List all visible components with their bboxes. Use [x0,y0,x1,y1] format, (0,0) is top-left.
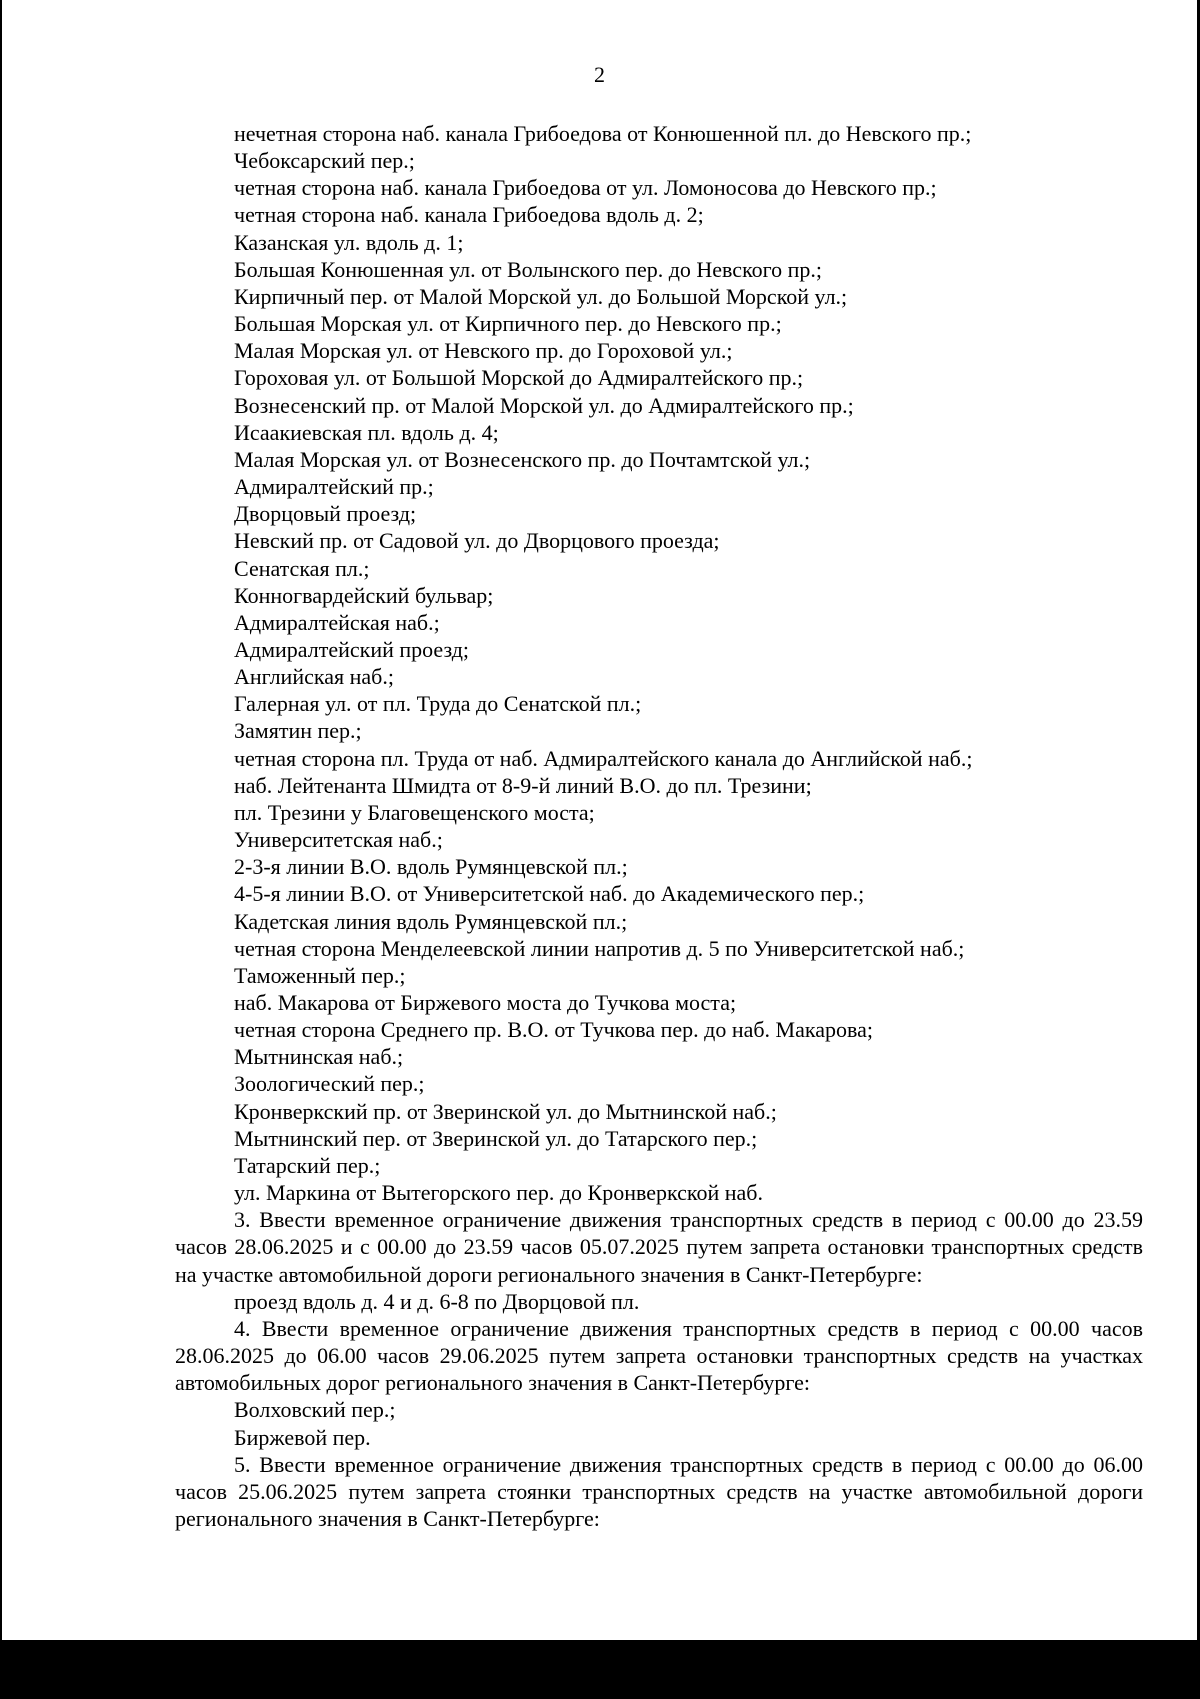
street-list-line: Кирпичный пер. от Малой Морской ул. до Большой Морской ул.; [234,283,848,309]
street-list-line: Вознесенский пр. от Малой Морской ул. до Адмиралтейского пр.; [234,392,854,418]
scan-bottom-band [0,1640,1200,1699]
item-4-street-line: Волховский пер.; [234,1397,396,1423]
street-list-line: Исаакиевская пл. вдоль д. 4; [234,419,499,445]
street-list-line: Адмиралтейская наб.; [234,609,440,635]
street-list-line: четная сторона Менделеевской линии напротив д. 5 по Университетской наб.; [234,935,965,961]
street-list-line: наб. Лейтенанта Шмидта от 8-9-й линий В.О. до пл. Трезини; [234,772,812,798]
street-list-line: Зоологический пер.; [234,1071,425,1097]
street-list-line: Малая Морская ул. от Вознесенского пр. до Почтамтской ул.; [234,446,811,472]
street-list-line: Замятин пер.; [234,718,362,744]
street-list-line: Таможенный пер.; [234,962,406,988]
street-list-line: Мытнинская наб.; [234,1044,404,1070]
street-list [175,120,1143,1206]
street-list-line: Казанская ул. вдоль д. 1; [234,229,464,255]
street-list-line: Адмиралтейский проезд; [234,636,470,662]
street-list-line: Адмиралтейский пр.; [234,474,434,500]
street-list-line: Дворцовый проезд; [234,501,417,527]
item-3-street-line: проезд вдоль д. 4 и д. 6-8 по Дворцовой пл. [234,1288,640,1314]
street-list-line: четная сторона наб. канала Грибоедова от ул. Ломоносова до Невского пр.; [234,175,937,201]
item-3-paragraph: 3. Ввести временное ограничение движения транспортных средств в период с 00.00 до 23.59 часов 28.06.2025 и с 00.00 до 23.59 часов 05.07.2025 путем запрета остановки транспортных средств на участке автомобильной дороги регионального значения в Санкт-Петербурге: [175,1207,1143,1287]
street-list-line: Гороховая ул. от Большой Морской до Адмиралтейского пр.; [234,365,804,391]
item-5-paragraph: 5. Ввести временное ограничение движения транспортных средств в период с 00.00 до 06.00 часов 25.06.2025 путем запрета стоянки транспортных средств на участке автомобильной дороги регионального значения в Санкт-Петербурге: [175,1451,1143,1531]
item-4-paragraph: 4. Ввести временное ограничение движения транспортных средств в период с 00.00 часов 28.06.2025 до 06.00 часов 29.06.2025 путем запрета остановки транспортных средств на участках автомобильных дорог регионального значения в Санкт-Петербурге: [175,1315,1143,1396]
street-list-line: Большая Конюшенная ул. от Волынского пер. до Невского пр.; [234,256,823,282]
street-list-line: наб. Макарова от Биржевого моста до Тучкова моста; [234,990,737,1015]
street-list-line: 2-3-я линии В.О. вдоль Румянцевской пл.; [234,854,628,880]
street-list-line: нечетная сторона наб. канала Грибоедова от Конюшенной пл. до Невского пр.; [234,121,972,146]
street-list-line: ул. Маркина от Вытегорского пер. до Кронверкской наб. [234,1180,763,1206]
item-4-street-line: Биржевой пер. [234,1424,371,1450]
street-list-line: Большая Морская ул. от Кирпичного пер. до Невского пр.; [234,311,782,337]
street-list-line: четная сторона наб. канала Грибоедова вдоль д. 2; [234,202,704,228]
street-list-line: Университетская наб.; [234,827,443,853]
street-list-line: Конногвардейский бульвар; [234,582,494,608]
street-list-line: четная сторона пл. Труда от наб. Адмиралтейского канала до Английской наб.; [234,745,973,771]
street-list-line: Сенатская пл.; [234,555,370,581]
street-list-line: Татарский пер.; [234,1152,381,1178]
street-list-line: Кронверкский пр. от Зверинской ул. до Мытнинской наб.; [234,1098,777,1124]
street-list-line: Мытнинский пер. от Зверинской ул. до Татарского пер.; [234,1125,758,1151]
street-list-line: Английская наб.; [234,664,394,690]
street-list-line: Малая Морская ул. от Невского пр. до Гороховой ул.; [234,338,733,364]
street-list-line: 4-5-я линии В.О. от Университетской наб. до Академического пер.; [234,881,865,907]
street-list-line: пл. Трезини у Благовещенского моста; [234,799,595,825]
document-body [175,120,1143,1532]
street-list-line: четная сторона Среднего пр. В.О. от Тучкова пер. до наб. Макарова; [234,1017,873,1043]
street-list-line: Галерная ул. от пл. Труда до Сенатской пл.; [234,691,642,717]
street-list-line: Чебоксарский пер.; [234,148,415,174]
page-number: 2 [594,62,605,87]
street-list-line: Невский пр. от Садовой ул. до Дворцового проезда; [234,528,720,554]
street-list-line: Кадетская линия вдоль Румянцевской пл.; [234,908,628,934]
